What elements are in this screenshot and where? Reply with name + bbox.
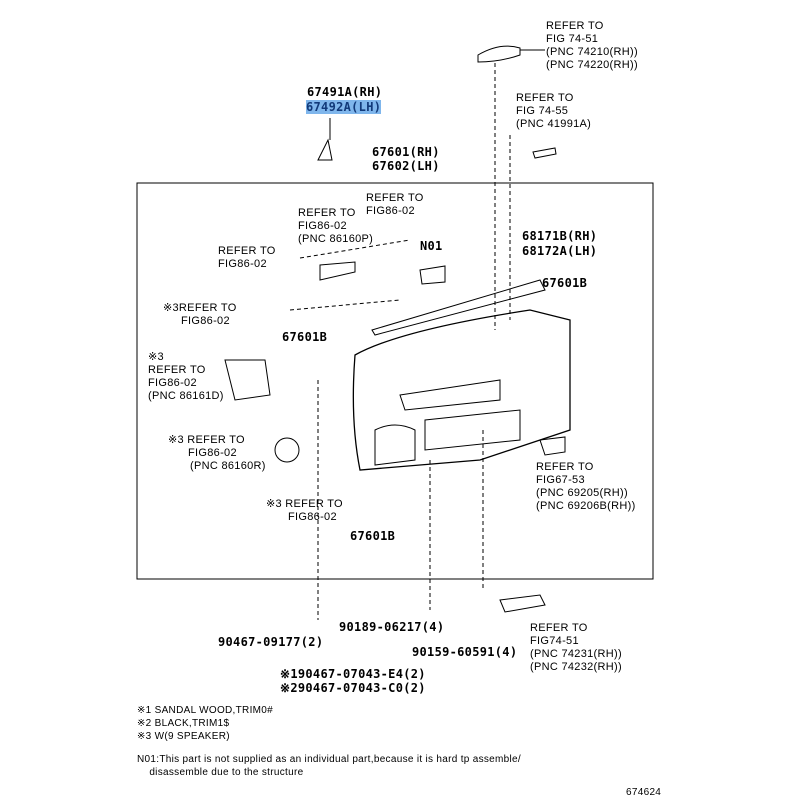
ref-line: (PNC 86161D)	[148, 390, 224, 402]
ref-line: (PNC 74210(RH))	[546, 46, 638, 58]
note: ※1 SANDAL WOOD,TRIM0#	[137, 705, 273, 716]
part-67602[interactable]: 67602(LH)	[372, 159, 440, 173]
ref-line: FIG74-51	[530, 635, 579, 647]
ref-fig-74-51-top[interactable]	[546, 20, 638, 72]
ref-line: ※3 REFER TO	[266, 498, 343, 510]
ref-fig-86-02-b[interactable]	[298, 207, 373, 246]
window-switch-part	[500, 595, 545, 612]
part-90467-09177[interactable]: 90467-09177(2)	[218, 635, 324, 649]
ref-line: ※3	[148, 351, 164, 363]
part-N01[interactable]: N01	[420, 239, 443, 253]
ref-line: (PNC 86160R)	[190, 460, 266, 472]
note: ※2 BLACK,TRIM1$	[137, 718, 230, 729]
ref-line: REFER TO	[530, 622, 588, 634]
ref-line: REFER TO	[298, 207, 356, 219]
n01-note	[137, 753, 521, 779]
ref-line: (PNC 86160P)	[298, 233, 374, 245]
ref-line: (PNC 74231(RH))	[530, 648, 622, 660]
part-68171B[interactable]: 68171B(RH)	[522, 229, 598, 243]
ref-line: FIG86-02	[288, 511, 337, 523]
ref-line: (PNC 69205(RH))	[536, 487, 628, 499]
part-68172A[interactable]: 68172A(LH)	[522, 244, 598, 258]
ref-line: (PNC 69206B(RH))	[536, 500, 636, 512]
ref-line: REFER TO	[546, 20, 604, 32]
ref-line: FIG 74-55	[516, 105, 569, 117]
ref-line: FIG86-02	[218, 258, 267, 270]
ref-line: FIG86-02	[148, 377, 197, 389]
ref-fig-86-02-e[interactable]	[148, 351, 224, 403]
part-67601[interactable]: 67601(RH)	[372, 145, 440, 159]
ref-fig-74-55[interactable]	[516, 92, 591, 131]
note: disassemble due to the structure	[137, 767, 304, 778]
part-90159-60591[interactable]: 90159-60591(4)	[412, 645, 518, 659]
ref-line: FIG86-02	[181, 315, 230, 327]
ref-line: (PNC 74220(RH))	[546, 59, 638, 71]
speaker-part	[225, 360, 270, 400]
ref-line: FIG86-02	[366, 205, 415, 217]
ref-line: (PNC 74232(RH))	[530, 661, 622, 673]
weatherstrip-part	[372, 280, 545, 335]
ref-line: FIG86-02	[188, 447, 237, 459]
armrest-part	[478, 46, 520, 62]
note: ※3 W(9 SPEAKER)	[137, 731, 230, 742]
ref-line: REFER TO	[218, 245, 276, 257]
figure-id: 674624	[626, 787, 662, 798]
part-67601B-mid[interactable]: 67601B	[282, 330, 328, 344]
corner-cover-part	[318, 140, 332, 160]
ref-line: FIG 74-51	[546, 33, 599, 45]
ref-line: REFER TO	[536, 461, 594, 473]
ref-line: FIG86-02	[298, 220, 347, 232]
ref-line: FIG67-53	[536, 474, 585, 486]
ref-line: (PNC 41991A)	[516, 118, 592, 130]
ref-fig-86-02-c[interactable]	[218, 245, 276, 271]
ref-fig-67-53[interactable]	[536, 461, 636, 513]
switch-bezel-part	[533, 148, 556, 158]
tweeter-part	[275, 438, 299, 462]
legend-notes	[137, 704, 273, 743]
ref-fig-86-02-a[interactable]	[366, 192, 424, 218]
part-67492A-highlighted[interactable]: 67492A(LH)	[306, 100, 382, 114]
ref-line: ※290467-07043-C0(2)	[280, 681, 426, 695]
part-67601B-bottom[interactable]: 67601B	[350, 529, 396, 543]
ref-line: REFER TO	[148, 364, 206, 376]
part-67601B-right[interactable]: 67601B	[542, 276, 588, 290]
note: N01:This part is not supplied as an individual part,because it is hard tp assemble/	[137, 754, 521, 765]
ref-fig-74-51-bottom[interactable]	[530, 622, 622, 674]
ref-line: ※3 REFER TO	[168, 434, 245, 446]
ref-fig-86-02-d[interactable]	[163, 302, 237, 328]
part-67491A[interactable]: 67491A(RH)	[307, 85, 383, 99]
ref-fig-86-02-f[interactable]	[168, 434, 266, 473]
part-90467-07043[interactable]	[280, 667, 426, 695]
ref-line: ※3REFER TO	[163, 302, 237, 314]
ref-fig-86-02-g[interactable]	[266, 498, 343, 524]
ref-line: ※190467-07043-E4(2)	[280, 667, 426, 681]
part-90189-06217[interactable]: 90189-06217(4)	[339, 620, 445, 634]
ref-line: REFER TO	[516, 92, 574, 104]
ref-line: REFER TO	[366, 192, 424, 204]
